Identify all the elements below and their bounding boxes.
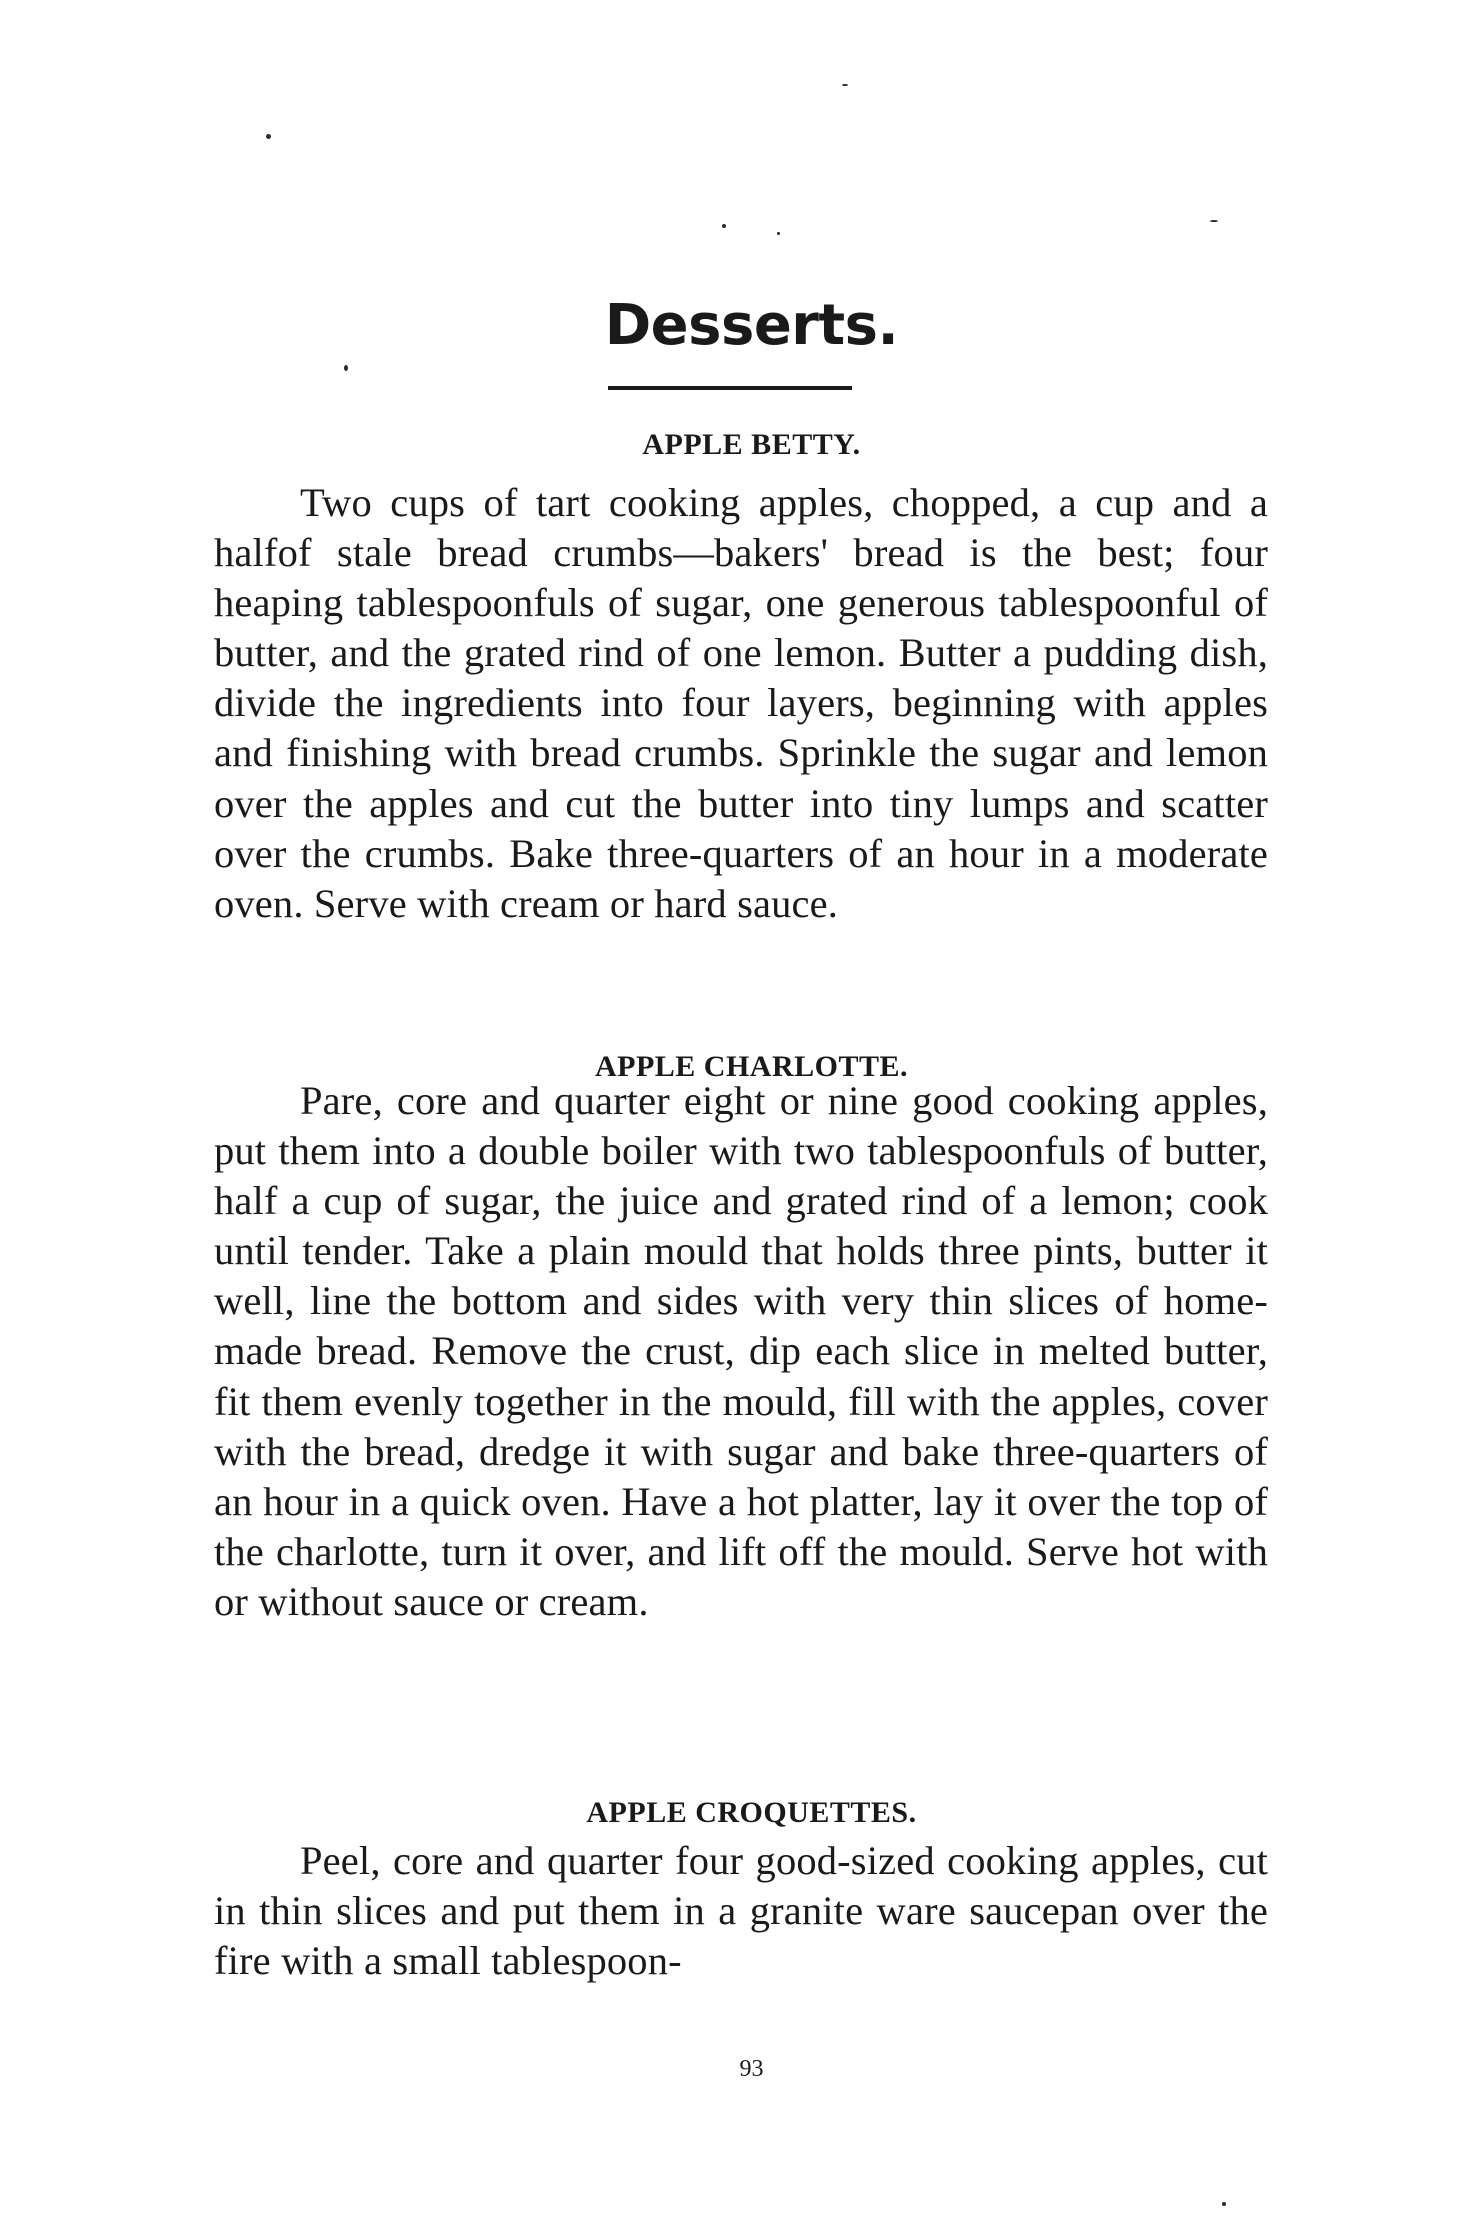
title-rule [608, 386, 852, 390]
recipe-text-apple-croquettes: Peel, core and quarter four good-sized cooking apples, cut in thin slices and put them in a granite ware saucepan over the fire with a small tablespoon- [214, 1838, 1268, 1984]
page-number: 93 [739, 2056, 764, 2082]
print-speck [777, 232, 780, 235]
recipe-text-apple-charlotte: Pare, core and quarter eight or nine good cooking apples, put them into a double boiler with two tablespoonfuls of butter, half a cup of sugar, the juice and grated rind of a lemon; cook until tender. Take a plain mould that holds three pints, butter it well, line the bottom and sides with very thin slices of home-made bread. Remove the crust, dip each slice in melted butter, fit them evenly together in the mould, fill with the apples, cover with the bread, dredge it with sugar and bake three-quarters of an hour in a quick oven. Have a hot platter, lay it over the top of the charlotte, turn it over, and lift off the mould. Serve hot with or without sauce or cream. [214, 1078, 1268, 1624]
chapter-title: Desserts. [604, 293, 899, 358]
recipe-heading-apple-betty: APPLE BETTY. [642, 428, 861, 461]
print-speck [722, 224, 726, 228]
recipe-heading-apple-croquettes: APPLE CROQUETTES. [586, 1796, 917, 1829]
print-speck [1222, 2202, 1226, 2206]
recipe-text-apple-betty: Two cups of tart cooking apples, chopped, a cup and a halfof stale bread crumbs—bakers' bread is the best; four heaping tablespoonfuls of sugar, one generous tablespoonful of butter, and the grated rind of one lemon. Butter a pudding dish, divide the ingredients into four layers, beginning with apples and finishing with bread crumbs. Sprinkle the sugar and lemon over the apples and cut the butter into tiny lumps and scatter over the crumbs. Bake three-quarters of an hour in a moderate oven. Serve with cream or hard sauce. [214, 480, 1268, 926]
print-speck [1210, 220, 1218, 222]
recipe-heading-apple-charlotte: APPLE CHARLOTTE. [594, 1050, 909, 1083]
print-speck [842, 84, 848, 86]
print-speck [266, 134, 271, 139]
print-speck [344, 365, 348, 371]
